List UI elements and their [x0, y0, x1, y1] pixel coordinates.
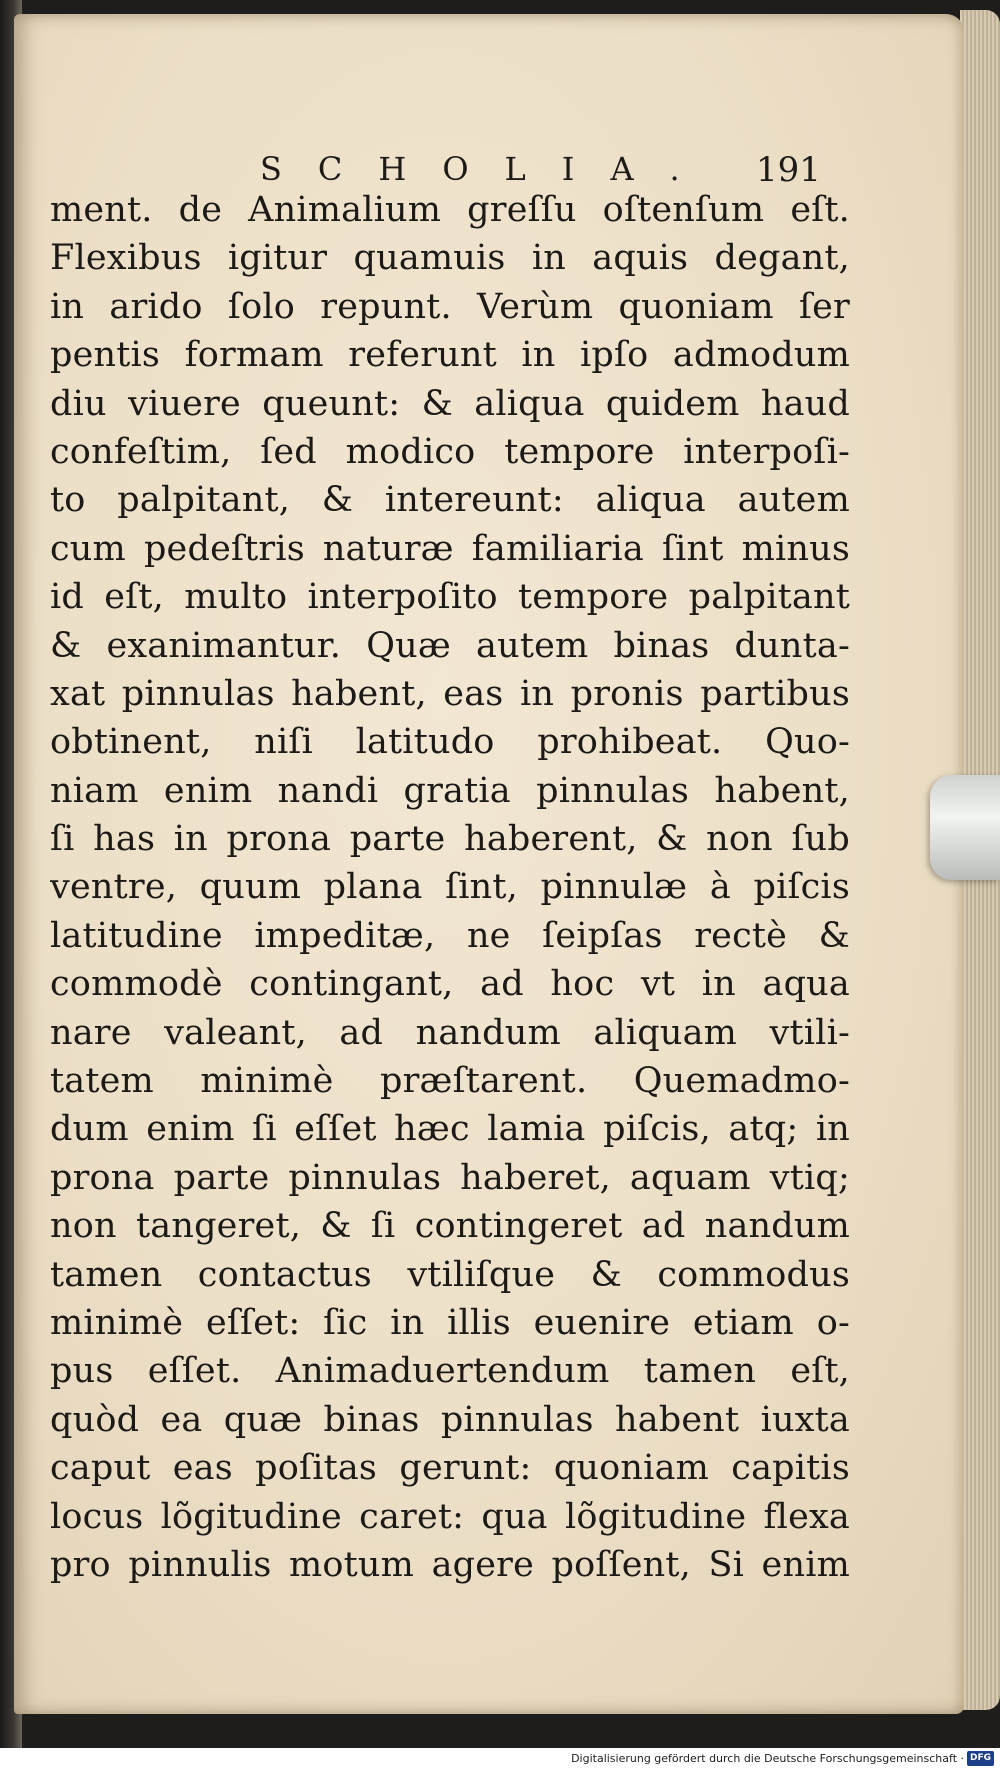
text-line: id eſt, multo interpoſito tempore palpitant [50, 577, 850, 618]
text-line: nare valeant, ad nandum aliquam vtili- [50, 1012, 850, 1053]
text-line: Flexibus igitur quamuis in aquis degant, [50, 238, 850, 279]
text-line: pro pinnulis motum agere poſſent, Si enim [50, 1544, 850, 1585]
text-line: locus lõgitudine caret: qua lõgitudine flexa [50, 1496, 850, 1537]
dfg-logo: DFG [967, 1751, 994, 1766]
page-number: 191 [756, 150, 821, 190]
text-line: tamen contactus vtiliſque & commodus [50, 1254, 850, 1295]
text-line: dum enim ſi eſſet hæc lamia piſcis, atq; in [50, 1109, 850, 1150]
text-line: pentis formam referunt in ipſo admodum [50, 335, 850, 376]
text-line: cum pedeſtris naturæ familiaria ſint minus [50, 528, 850, 569]
text-line: to palpitant, & intereunt: aliqua autem [50, 480, 850, 521]
text-line: confeſtim, ſed modico tempore interpoſi- [50, 431, 850, 472]
text-line: quòd ea quæ binas pinnulas habent iuxta [50, 1399, 850, 1440]
text-line: caput eas poſitas gerunt: quoniam capitis [50, 1448, 850, 1489]
text-line: & exanimantur. Quæ autem binas dunta- [50, 625, 850, 666]
text-line: commodè contingant, ad hoc vt in aqua [50, 964, 850, 1005]
text-line: tatem minimè præſtarent. Quemadmo- [50, 1061, 850, 1102]
text-line: in arido ſolo repunt. Verùm quoniam ſer [50, 286, 850, 327]
text-line: diu viuere queunt: & aliqua quidem haud [50, 383, 850, 424]
text-line: ventre, quum plana ſint, pinnulæ à piſcis [50, 867, 850, 908]
body-text [50, 186, 850, 1589]
text-line: obtinent, niſi latitudo prohibeat. Quo- [50, 722, 850, 763]
text-line: prona parte pinnulas haberet, aquam vtiq; [50, 1157, 850, 1198]
text-line: pus eſſet. Animaduertendum tamen eſt, [50, 1351, 850, 1392]
text-line: non tangeret, & ſi contingeret ad nandum [50, 1206, 850, 1247]
text-line: ment. de Animalium greſſu oſtenſum eſt. [50, 190, 850, 230]
running-head: SCHOLIA. [260, 150, 716, 188]
text-line: minimè eſſet: ſic in illis euenire etiam o- [50, 1302, 850, 1343]
digitization-credit: Digitalisierung gefördert durch die Deutsche Forschungsgemeinschaft · [571, 1752, 964, 1765]
text-line: latitudine impeditæ, ne ſeipſas rectè & [50, 915, 850, 956]
text-line: ſi has in prona parte haberent, & non ſub [50, 819, 850, 860]
show-through-margin [0, 150, 26, 1630]
text-line: xat pinnulas habent, eas in pronis partibus [50, 673, 850, 714]
text-line: niam enim nandi gratia pinnulas habent, [50, 770, 850, 811]
page-clip [930, 775, 1000, 880]
